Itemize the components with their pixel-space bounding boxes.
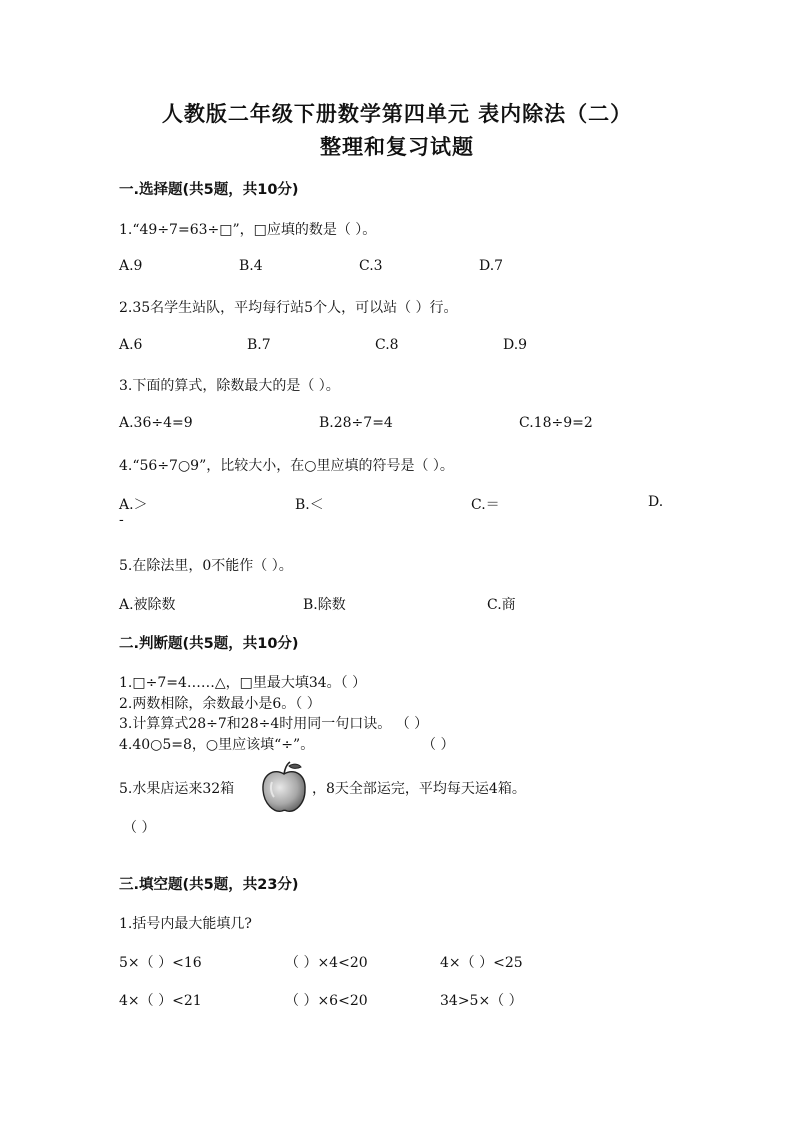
question-3-text: 3.下面的算式，除数最大的是（ ）。: [119, 378, 340, 394]
q3-option-b: B.28÷7=4: [319, 415, 393, 431]
q2-option-c: C.8: [375, 337, 399, 353]
judgement-item-5-start: 5.水果店运来32箱: [119, 781, 235, 797]
judgement-item-4-paren: （ ）: [422, 737, 455, 753]
fill-row2-item3: 34>5×（ ）: [440, 993, 523, 1009]
q5-option-b: B.除数: [303, 597, 346, 613]
fill-row1-item1: 5×（ ）<16: [119, 955, 202, 971]
judgement-item-5-paren: （ ）: [123, 820, 156, 836]
question-2-text: 2.35名学生站队，平均每行站5个人，可以站（ ）行。: [119, 300, 458, 316]
judgement-item-1: 1.□÷7=4……△，□里最大填34。（ ）: [119, 675, 367, 691]
judgement-item-5-end: ，8天全部运完，平均每天运4箱。: [312, 781, 526, 797]
question-4-text: 4.“56÷7○9”，比较大小，在○里应填的符号是（ ）。: [119, 458, 454, 474]
q5-option-a: A.被除数: [119, 597, 176, 613]
apple-image: [260, 760, 308, 814]
q4-option-d: D.: [648, 494, 664, 510]
judgement-item-4: 4.40○5=8，○里应该填“÷”。: [119, 737, 315, 753]
q1-option-a: A.9: [119, 258, 143, 274]
question-5-text: 5.在除法里，0不能作（ ）。: [119, 558, 293, 574]
page-subtitle: 整理和复习试题: [320, 134, 474, 159]
question-1-text: 1.“49÷7=63÷□”，□应填的数是（ ）。: [119, 222, 377, 238]
q4-option-b: B.＜: [295, 497, 324, 513]
fill-row2-item2: （ ）×6<20: [285, 993, 368, 1009]
q1-option-b: B.4: [239, 258, 263, 274]
q2-option-b: B.7: [247, 337, 271, 353]
judgement-item-2: 2.两数相除，余数最小是6。（ ）: [119, 696, 321, 712]
q2-option-d: D.9: [503, 337, 528, 353]
q4-option-c: C.＝: [471, 497, 500, 513]
section-header-choice: 一.选择题(共5题，共10分): [119, 182, 299, 198]
page-title: 人教版二年级下册数学第四单元 表内除法（二）: [161, 101, 633, 126]
section-header-fill: 三.填空题(共5题，共23分): [119, 877, 299, 893]
q4-option-d-value: -: [119, 512, 124, 528]
q3-option-c: C.18÷9=2: [519, 415, 593, 431]
q1-option-c: C.3: [359, 258, 383, 274]
section-header-judgement: 二.判断题(共5题，共10分): [119, 636, 299, 652]
q4-option-a: A.＞: [119, 497, 148, 513]
q1-option-d: D.7: [479, 258, 504, 274]
q2-option-a: A.6: [119, 337, 143, 353]
fill-row1-item2: （ ）×4<20: [285, 955, 368, 971]
fill-row1-item3: 4×（ ）<25: [440, 955, 523, 971]
judgement-item-3: 3.计算算式28÷7和28÷4时用同一句口诀。 （ ）: [119, 716, 429, 732]
q5-option-c: C.商: [487, 597, 516, 613]
fill-question-1: 1.括号内最大能填几?: [119, 916, 252, 932]
q3-option-a: A.36÷4=9: [119, 415, 193, 431]
fill-row2-item1: 4×（ ）<21: [119, 993, 202, 1009]
